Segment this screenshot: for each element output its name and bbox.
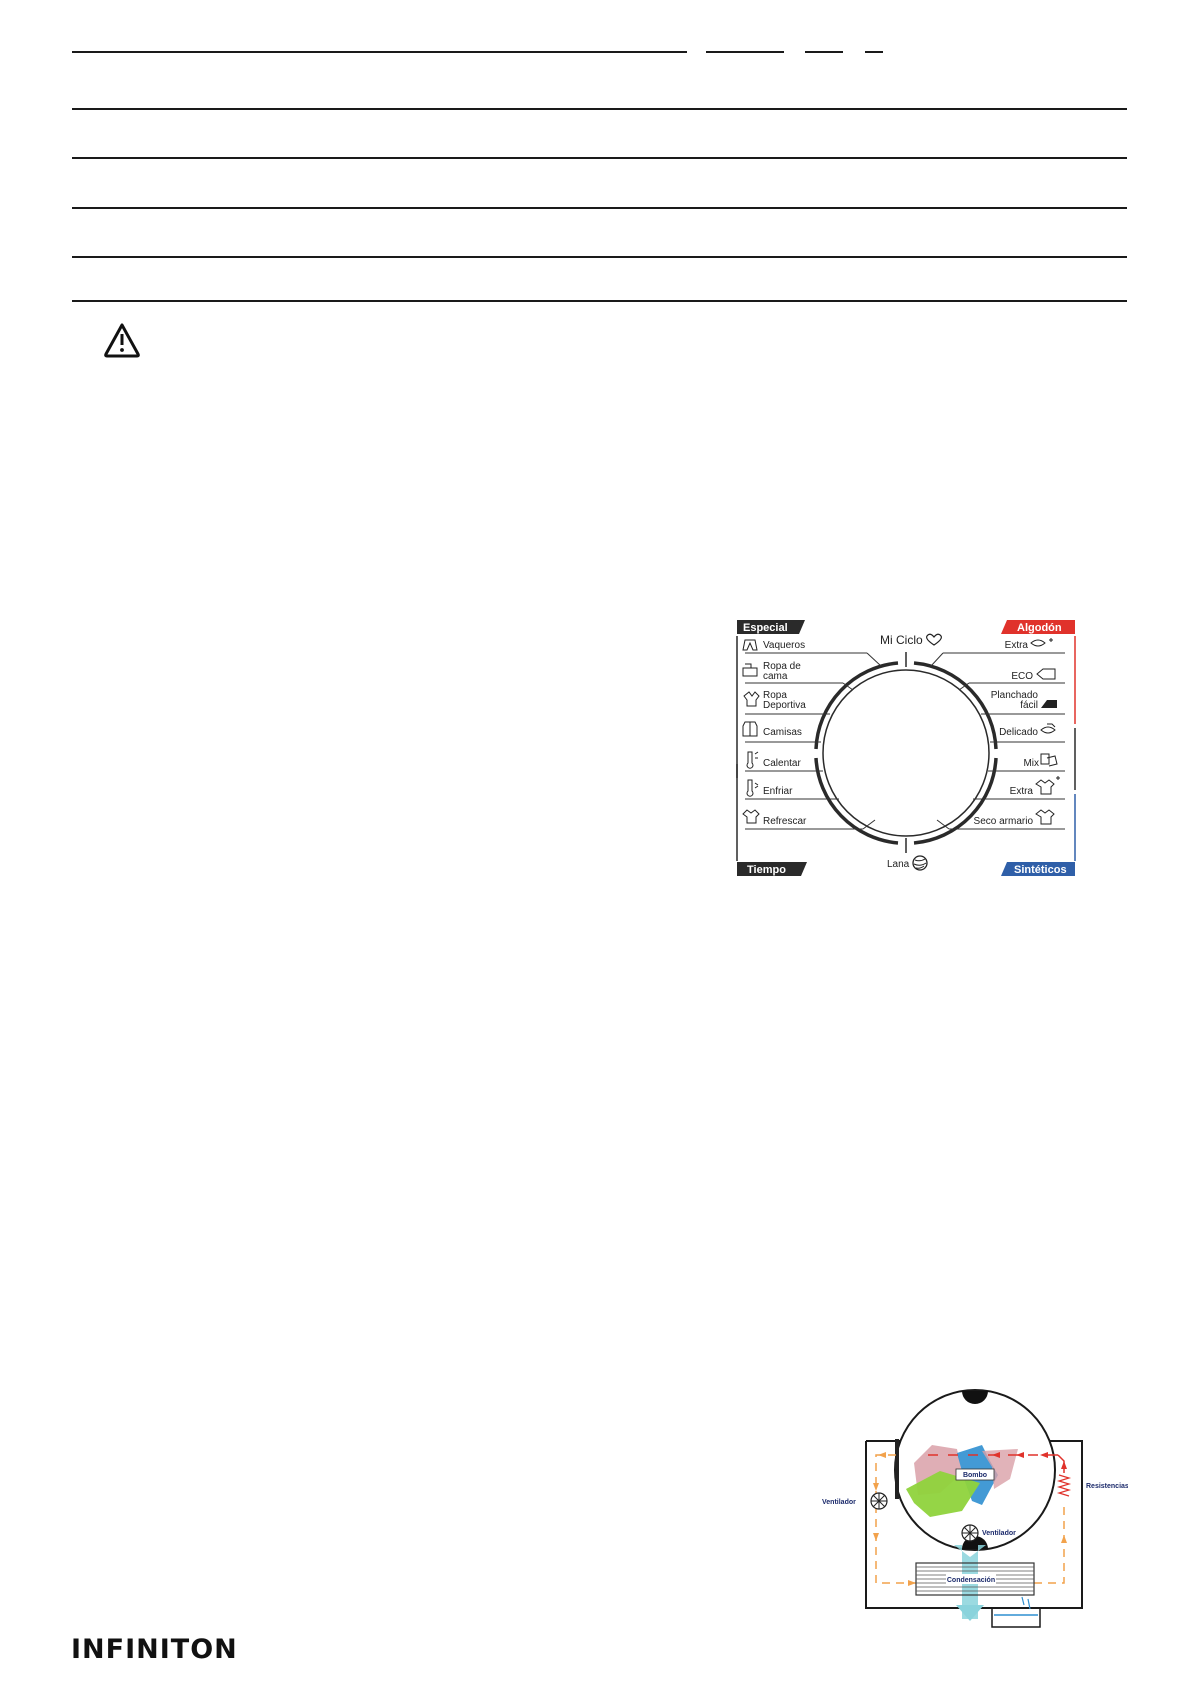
water-tank bbox=[992, 1609, 1040, 1627]
svg-text:Extra: Extra bbox=[1009, 786, 1033, 797]
thermometer-hot-icon bbox=[747, 752, 758, 768]
svg-text:Sintéticos: Sintéticos bbox=[1014, 864, 1067, 876]
iron-icon bbox=[1041, 700, 1057, 708]
svg-text:Planchado: Planchado bbox=[990, 690, 1038, 701]
fan-bottom-icon bbox=[962, 1525, 978, 1541]
table-rule-2 bbox=[72, 157, 1127, 159]
extra-synthetic-icon bbox=[1036, 776, 1060, 794]
svg-text:Calentar: Calentar bbox=[763, 758, 801, 769]
svg-text:Deportiva: Deportiva bbox=[763, 700, 806, 711]
svg-text:Ropa: Ropa bbox=[763, 690, 787, 701]
condenser-label: Condensación bbox=[946, 1577, 996, 1584]
svg-text:Ropa de: Ropa de bbox=[763, 661, 801, 672]
program-delicado[interactable] bbox=[990, 724, 1065, 742]
eco-icon bbox=[1037, 669, 1055, 679]
extra-dry-icon bbox=[1031, 638, 1053, 646]
bedding-icon bbox=[743, 664, 757, 676]
header-rule-2 bbox=[706, 51, 784, 53]
group-badge-tiempo bbox=[737, 862, 807, 876]
program-mix[interactable] bbox=[988, 754, 1065, 771]
program-ropa-de-cama[interactable] bbox=[743, 661, 853, 690]
svg-text:fácil: fácil bbox=[1020, 700, 1038, 711]
table-rule-4 bbox=[72, 256, 1127, 258]
header-rule-4 bbox=[865, 51, 883, 53]
table-rule-1 bbox=[72, 108, 1127, 110]
delicate-icon bbox=[1041, 724, 1055, 733]
mix-icon bbox=[1041, 754, 1057, 766]
warning-triangle-icon bbox=[103, 322, 141, 358]
fan-left-label: Ventilador bbox=[822, 1499, 856, 1506]
svg-text:Seco armario: Seco armario bbox=[973, 816, 1033, 827]
svg-text:Algodón: Algodón bbox=[1017, 622, 1062, 634]
heater-label: Resistencias bbox=[1086, 1483, 1128, 1490]
group-badge-especial bbox=[737, 620, 805, 634]
heater-icon bbox=[1059, 1475, 1069, 1496]
svg-text:Refrescar: Refrescar bbox=[763, 816, 807, 827]
header-rule-3 bbox=[805, 51, 843, 53]
table-rule-5 bbox=[72, 300, 1127, 302]
group-badge-algodon bbox=[1001, 620, 1075, 634]
wool-ball-icon bbox=[913, 856, 927, 870]
condenser-diagram bbox=[822, 1383, 1128, 1628]
svg-text:Delicado: Delicado bbox=[999, 727, 1038, 738]
svg-text:Extra: Extra bbox=[1004, 640, 1028, 651]
fan-bottom-label: Ventilador bbox=[982, 1530, 1016, 1537]
header-rule-1 bbox=[72, 51, 687, 53]
thermometer-cold-icon bbox=[747, 780, 758, 796]
program-eco[interactable] bbox=[959, 669, 1065, 690]
drum-label: Bombo bbox=[962, 1472, 988, 1479]
table-rule-3 bbox=[72, 207, 1127, 209]
fan-left-icon bbox=[871, 1493, 887, 1509]
shirt-icon bbox=[743, 722, 757, 736]
refresh-garment-icon bbox=[743, 810, 759, 823]
program-planchado-facil[interactable] bbox=[981, 690, 1065, 714]
svg-text:Vaqueros: Vaqueros bbox=[763, 640, 806, 651]
heart-icon bbox=[927, 634, 942, 645]
svg-text:Camisas: Camisas bbox=[763, 727, 802, 738]
svg-text:cama: cama bbox=[763, 671, 788, 682]
program-extra-algodon[interactable] bbox=[931, 638, 1065, 666]
svg-text:Enfriar: Enfriar bbox=[763, 786, 793, 797]
program-dial bbox=[735, 618, 1077, 880]
program-ropa-deportiva[interactable] bbox=[744, 690, 830, 714]
cupboard-dry-icon bbox=[1036, 810, 1054, 824]
program-calentar[interactable] bbox=[745, 752, 823, 771]
group-badge-sinteticos bbox=[1001, 862, 1075, 876]
sportswear-icon bbox=[744, 692, 759, 706]
svg-text:Especial: Especial bbox=[743, 622, 788, 634]
mi-ciclo-label: Mi Ciclo bbox=[880, 633, 923, 647]
jeans-icon bbox=[743, 640, 757, 650]
program-camisas[interactable] bbox=[743, 722, 821, 742]
lana-label: Lana bbox=[887, 859, 910, 870]
svg-text:ECO: ECO bbox=[1011, 671, 1033, 682]
brand-logo: INFINITON bbox=[71, 1634, 238, 1665]
svg-text:Mix: Mix bbox=[1023, 758, 1039, 769]
svg-text:Tiempo: Tiempo bbox=[747, 864, 786, 876]
